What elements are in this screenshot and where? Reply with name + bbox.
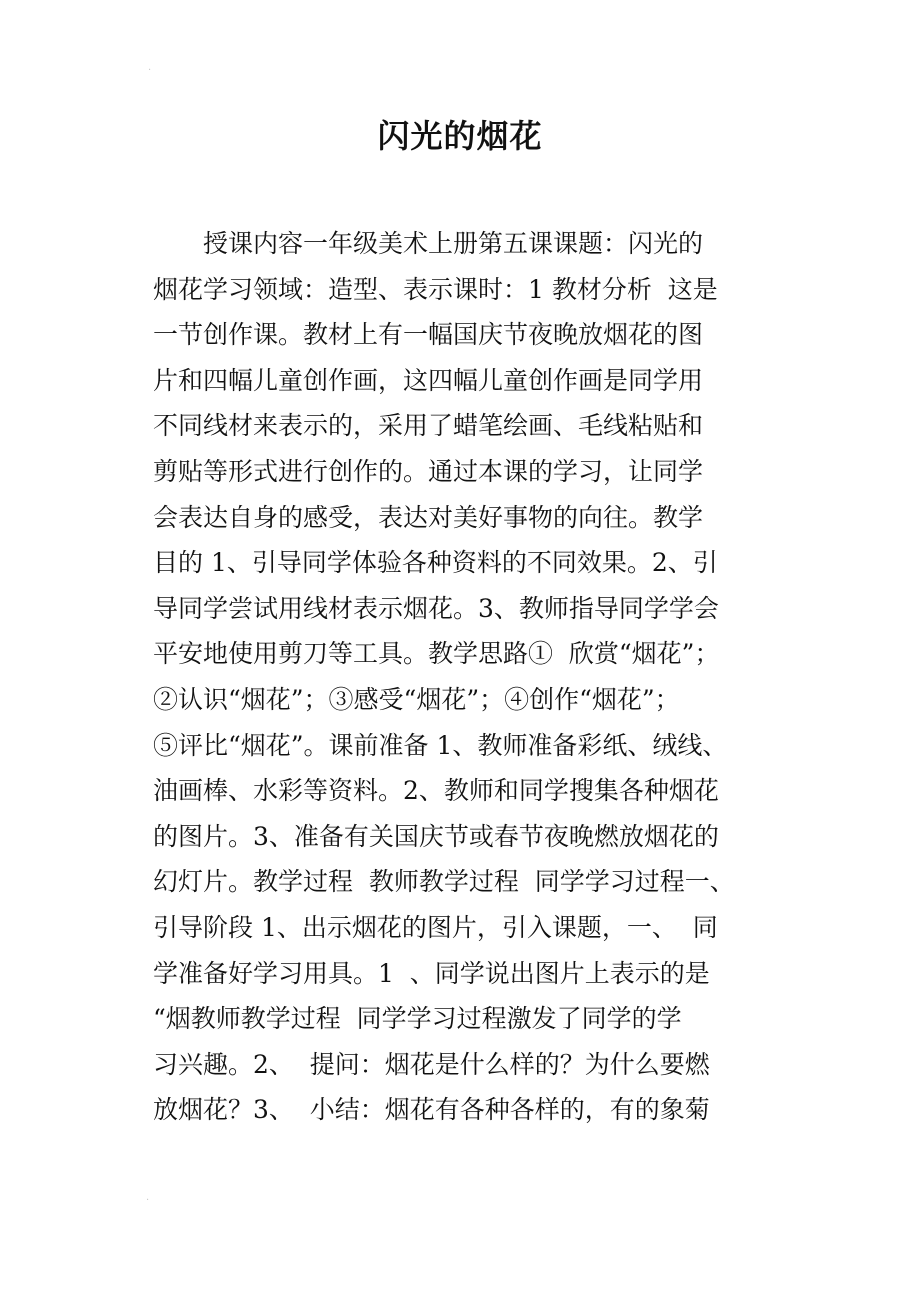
text-line: 一节创作课。教材上有一幅国庆节夜晚放烟花的图: [153, 320, 704, 350]
text-line: 片和四幅儿童创作画，这四幅儿童创作画是同学用: [153, 365, 704, 395]
text-line: 授课内容一年级美术上册第五课课题：闪光的: [153, 229, 704, 258]
text-line: 放烟花？3、 小结：烟花有各种各样的，有的象菊: [153, 1095, 710, 1125]
text-line: “烟教师教学过程 同学学习过程激发了同学的学: [153, 1004, 682, 1034]
text-line: 会表达自身的感受，表达对美好事物的向往。教学: [153, 502, 704, 532]
text-line: 引导阶段 1、出示烟花的图片，引入课题，一、 同: [153, 912, 718, 942]
text-line: 学准备好学习用具。1 、同学说出图片上表示的是: [153, 958, 710, 988]
text-line: 剪贴等形式进行创作的。通过本课的学习，让同学: [153, 456, 704, 486]
page-title: 闪光的烟花: [377, 117, 543, 155]
text-line: 导同学尝试用线材表示烟花。3、教师指导同学学会: [153, 593, 719, 623]
text-line: ②认识“烟花”；③感受“烟花”；④创作“烟花”；: [153, 684, 680, 714]
text-line: 的图片。3、准备有关国庆节或春节夜晚燃放烟花的: [153, 821, 719, 851]
text-line: 幻灯片。教学过程 教师教学过程 同学学习过程一、: [153, 867, 735, 897]
text-line: 平安地使用剪刀等工具。教学思路① 欣赏“烟花”；: [153, 639, 720, 669]
text-line: 目的 1、引导同学体验各种资料的不同效果。2、引: [153, 548, 718, 578]
scan-mark: ·: [146, 1195, 150, 1206]
text-line: 不同线材来表示的，采用了蜡笔绘画、毛线粘贴和: [153, 411, 704, 441]
text-line: 油画棒、水彩等资料。2、教师和同学搜集各种烟花: [153, 776, 719, 806]
text-line: 习兴趣。2、 提问：烟花是什么样的？为什么要燃: [153, 1049, 710, 1079]
body-text: [153, 221, 773, 1133]
text-line: 烟花学习领域：造型、表示课时：1 教材分析 这是: [153, 274, 718, 304]
scan-mark: ·: [148, 65, 152, 76]
text-line: ⑤评比“烟花”。课前准备 1、教师准备彩纸、绒线、: [153, 730, 728, 760]
